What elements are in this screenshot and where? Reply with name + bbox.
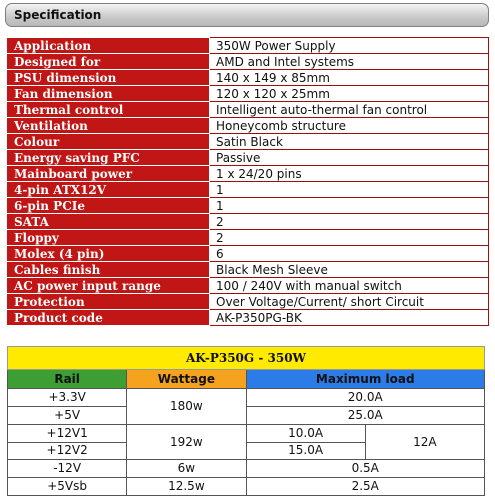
- load-cell: 15.0A: [246, 442, 365, 460]
- spec-row: [8, 182, 489, 198]
- rail-cell: -12V: [8, 460, 127, 478]
- load-cell: 20.0A: [246, 389, 485, 407]
- spec-value: Satin Black: [210, 134, 489, 150]
- spec-value: 1: [210, 198, 489, 214]
- spec-value: 100 / 240V with manual switch: [210, 278, 489, 294]
- rail-cell: +3.3V: [8, 389, 127, 407]
- spec-row: [8, 278, 489, 294]
- rail-cell: +12V1: [8, 424, 127, 442]
- load-table-title: AK-P350G - 350W: [8, 347, 485, 370]
- load-cell-combined: 12A: [365, 424, 484, 460]
- max-load-header: Maximum load: [246, 370, 485, 389]
- load-cell: 10.0A: [246, 424, 365, 442]
- spec-label: Fan dimension: [8, 86, 210, 102]
- spec-label: 4-pin ATX12V: [8, 182, 210, 198]
- spec-label: AC power input range: [8, 278, 210, 294]
- wattage-header: Wattage: [127, 370, 246, 389]
- section-title: Specification: [14, 8, 102, 22]
- spec-value: 6: [210, 246, 489, 262]
- spec-row: [8, 54, 489, 70]
- spec-value: Intelligent auto-thermal fan control: [210, 102, 489, 118]
- spec-value: AK-P350PG-BK: [210, 310, 489, 326]
- wattage-cell: 180w: [127, 389, 246, 425]
- spec-row: [8, 166, 489, 182]
- wattage-cell: 192w: [127, 424, 246, 460]
- spec-row: [8, 294, 489, 310]
- spec-row: [8, 150, 489, 166]
- spec-row: [8, 134, 489, 150]
- spec-value: AMD and Intel systems: [210, 54, 489, 70]
- spec-row: [8, 86, 489, 102]
- spec-value: Passive: [210, 150, 489, 166]
- load-cell: 25.0A: [246, 407, 485, 425]
- specification-header: [5, 3, 489, 27]
- spec-label: Mainboard power: [8, 166, 210, 182]
- spec-label: Application: [8, 38, 210, 54]
- rail-header: Rail: [8, 370, 127, 389]
- spec-value: 140 x 149 x 85mm: [210, 70, 489, 86]
- spec-value: 1 x 24/20 pins: [210, 166, 489, 182]
- spec-label: Molex (4 pin): [8, 246, 210, 262]
- spec-row: [8, 118, 489, 134]
- spec-value: 2: [210, 230, 489, 246]
- spec-value: 1: [210, 182, 489, 198]
- load-cell: 0.5A: [246, 460, 485, 478]
- spec-row: [8, 262, 489, 278]
- spec-row: [8, 102, 489, 118]
- spec-value: Over Voltage/Current/ short Circuit: [210, 294, 489, 310]
- spec-label: 6-pin PCIe: [8, 198, 210, 214]
- spec-label: Designed for: [8, 54, 210, 70]
- spec-row: [8, 230, 489, 246]
- rail-cell: +5V: [8, 407, 127, 425]
- spec-row: [8, 198, 489, 214]
- spec-label: Floppy: [8, 230, 210, 246]
- spec-row: [8, 310, 489, 326]
- spec-label: Protection: [8, 294, 210, 310]
- rail-cell: +12V2: [8, 442, 127, 460]
- spec-value: Honeycomb structure: [210, 118, 489, 134]
- spec-label: Cables finish: [8, 262, 210, 278]
- spec-row: [8, 38, 489, 54]
- spec-label: SATA: [8, 214, 210, 230]
- wattage-cell: 12.5w: [127, 478, 246, 496]
- spec-value: 120 x 120 x 25mm: [210, 86, 489, 102]
- rail-cell: +5Vsb: [8, 478, 127, 496]
- spec-label: PSU dimension: [8, 70, 210, 86]
- spec-value: 350W Power Supply: [210, 38, 489, 54]
- spec-value: 2: [210, 214, 489, 230]
- spec-row: [8, 246, 489, 262]
- spec-row: [8, 70, 489, 86]
- spec-value: Black Mesh Sleeve: [210, 262, 489, 278]
- load-cell: 2.5A: [246, 478, 485, 496]
- spec-row: [8, 214, 489, 230]
- wattage-cell: 6w: [127, 460, 246, 478]
- spec-label: Ventilation: [8, 118, 210, 134]
- specification-table: [7, 37, 489, 326]
- spec-label: Colour: [8, 134, 210, 150]
- spec-label: Thermal control: [8, 102, 210, 118]
- load-table: [7, 346, 485, 496]
- spec-label: Energy saving PFC: [8, 150, 210, 166]
- spec-label: Product code: [8, 310, 210, 326]
